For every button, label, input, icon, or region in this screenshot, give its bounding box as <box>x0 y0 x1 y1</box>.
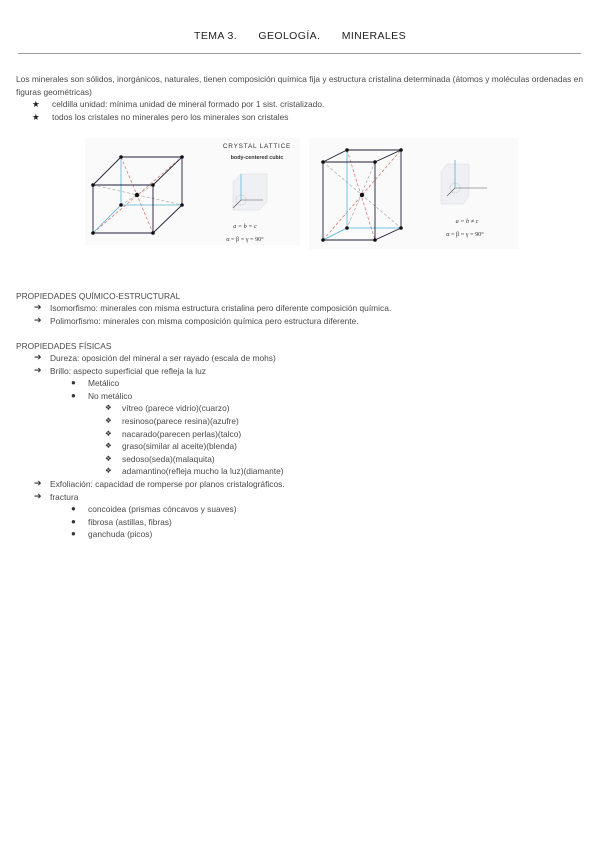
list-item-text: Exfoliación: capacidad de romperse por planos cristalográficos. <box>50 478 285 489</box>
list-item-text: vítreo (parece vidrio)(cuarzo) <box>122 403 230 414</box>
list-item-text: fibrosa (astillas, fibras) <box>88 516 172 527</box>
title-subject: GEOLOGÍA. <box>258 30 321 42</box>
list-item <box>32 111 324 124</box>
prism-diagram <box>321 148 403 242</box>
list-item <box>105 428 285 441</box>
list-item <box>34 302 391 315</box>
list-item <box>71 377 285 390</box>
diamond-bullet-icon: ❖ <box>105 453 112 463</box>
list-item <box>34 491 285 504</box>
dot-bullet-icon: ● <box>71 390 76 400</box>
section-heading-fisicas: PROPIEDADES FÍSICAS <box>16 341 112 351</box>
list-item-text: Isomorfismo: minerales con misma estructura cristalina pero diferente composición química. <box>50 303 392 313</box>
quimico-list <box>34 302 391 327</box>
page-title <box>0 30 600 42</box>
title-tema: TEMA 3. <box>194 30 238 42</box>
lattice-caption-sub: body-centered cubic <box>230 155 284 161</box>
arrow-bullet-icon: ➔ <box>34 490 42 501</box>
cube-diagram <box>91 155 184 235</box>
axis-diagram <box>441 160 487 204</box>
dot-bullet-icon: ● <box>71 504 76 514</box>
list-item-text: resinoso(parece resina)(azufre) <box>122 415 239 426</box>
prism-equation-1: a = b ≠ c <box>455 218 479 225</box>
list-item <box>71 516 285 529</box>
intro-paragraph: Los minerales son sólidos, inorgánicos, naturales, tienen composición química fija y estructura cristalina determinada (átomos y moléculas ordenadas en figuras geométricas) <box>16 74 583 97</box>
star-bullet-icon: ★ <box>32 99 40 109</box>
list-item-text: adamantino(refleja mucho la luz)(diamante) <box>122 466 284 477</box>
dot-bullet-icon: ● <box>71 516 76 526</box>
list-item-text: sedoso(seda)(malaquita) <box>122 453 215 464</box>
list-item-text: Metálico <box>88 378 120 389</box>
dot-bullet-icon: ● <box>71 529 76 539</box>
list-item-text: ganchuda (picos) <box>88 529 153 540</box>
list-item <box>34 478 285 491</box>
list-item-text: concoidea (prismas cóncavos y suaves) <box>88 504 237 515</box>
star-bullet-icon: ★ <box>32 111 40 122</box>
list-item <box>105 440 285 453</box>
list-item <box>71 503 285 516</box>
brillo-sublist-container <box>34 377 285 478</box>
title-topic: MINERALES <box>341 30 406 42</box>
list-item-text: No metálico <box>88 390 133 401</box>
brillo-sublist <box>71 377 285 478</box>
list-item <box>34 352 285 365</box>
list-item <box>34 365 285 378</box>
list-item-text: fractura <box>50 491 79 502</box>
star-item-text: todos los cristales no minerales pero los minerales son cristales <box>52 111 289 122</box>
list-item-text: Polimorfismo: minerales con misma composición química pero estructura diferente. <box>50 315 359 326</box>
prism-equation-2: α = β = γ = 90° <box>446 231 484 238</box>
arrow-bullet-icon: ➔ <box>34 314 42 325</box>
lattice-equation-2: α = β = γ = 90° <box>226 236 264 243</box>
list-item <box>71 390 285 403</box>
arrow-bullet-icon: ➔ <box>34 364 42 375</box>
no-metalico-sublist <box>105 402 285 478</box>
no-metalico-sublist-container <box>71 402 285 478</box>
list-item-text: nacarado(parecen perlas)(talco) <box>122 428 242 439</box>
fractura-sublist <box>71 503 285 541</box>
list-item-text: Dureza: oposición del mineral a ser rayado (escala de mohs) <box>50 353 276 363</box>
list-item-text: Brillo: aspecto superficial que refleja la luz <box>50 365 206 376</box>
arrow-bullet-icon: ➔ <box>34 477 42 488</box>
dot-bullet-icon: ● <box>71 378 76 388</box>
arrow-bullet-icon: ➔ <box>34 352 42 362</box>
figure-tetragonal-lattice <box>309 138 518 249</box>
fractura-sublist-container <box>34 503 285 541</box>
diamond-bullet-icon: ❖ <box>105 441 112 451</box>
arrow-bullet-icon: ➔ <box>34 302 42 312</box>
section-heading-quimico: PROPIEDADES QUÍMICO-ESTRUCTURAL <box>16 291 181 301</box>
star-list <box>32 98 324 123</box>
diamond-bullet-icon: ❖ <box>105 466 112 476</box>
list-item <box>32 98 324 111</box>
list-item-text: graso(similar al aceite)(blenda) <box>122 441 237 452</box>
star-item-text: celdilla unidad: mínima unidad de mineral formado por 1 sist. cristalizado. <box>52 99 325 109</box>
list-item <box>105 465 285 478</box>
title-divider <box>18 53 581 54</box>
list-item <box>105 402 285 415</box>
diamond-bullet-icon: ❖ <box>105 403 112 413</box>
list-item <box>105 415 285 428</box>
figure-cubic-lattice <box>85 138 300 245</box>
list-item <box>34 315 391 328</box>
lattice-equation-1: a = b = c <box>233 223 257 230</box>
list-item <box>71 528 285 541</box>
fisicas-list <box>34 352 285 541</box>
diamond-bullet-icon: ❖ <box>105 428 112 438</box>
axis-diagram <box>233 174 267 210</box>
list-item <box>105 453 285 466</box>
diamond-bullet-icon: ❖ <box>105 415 112 425</box>
lattice-caption-title: CRYSTAL LATTICE <box>222 143 292 150</box>
